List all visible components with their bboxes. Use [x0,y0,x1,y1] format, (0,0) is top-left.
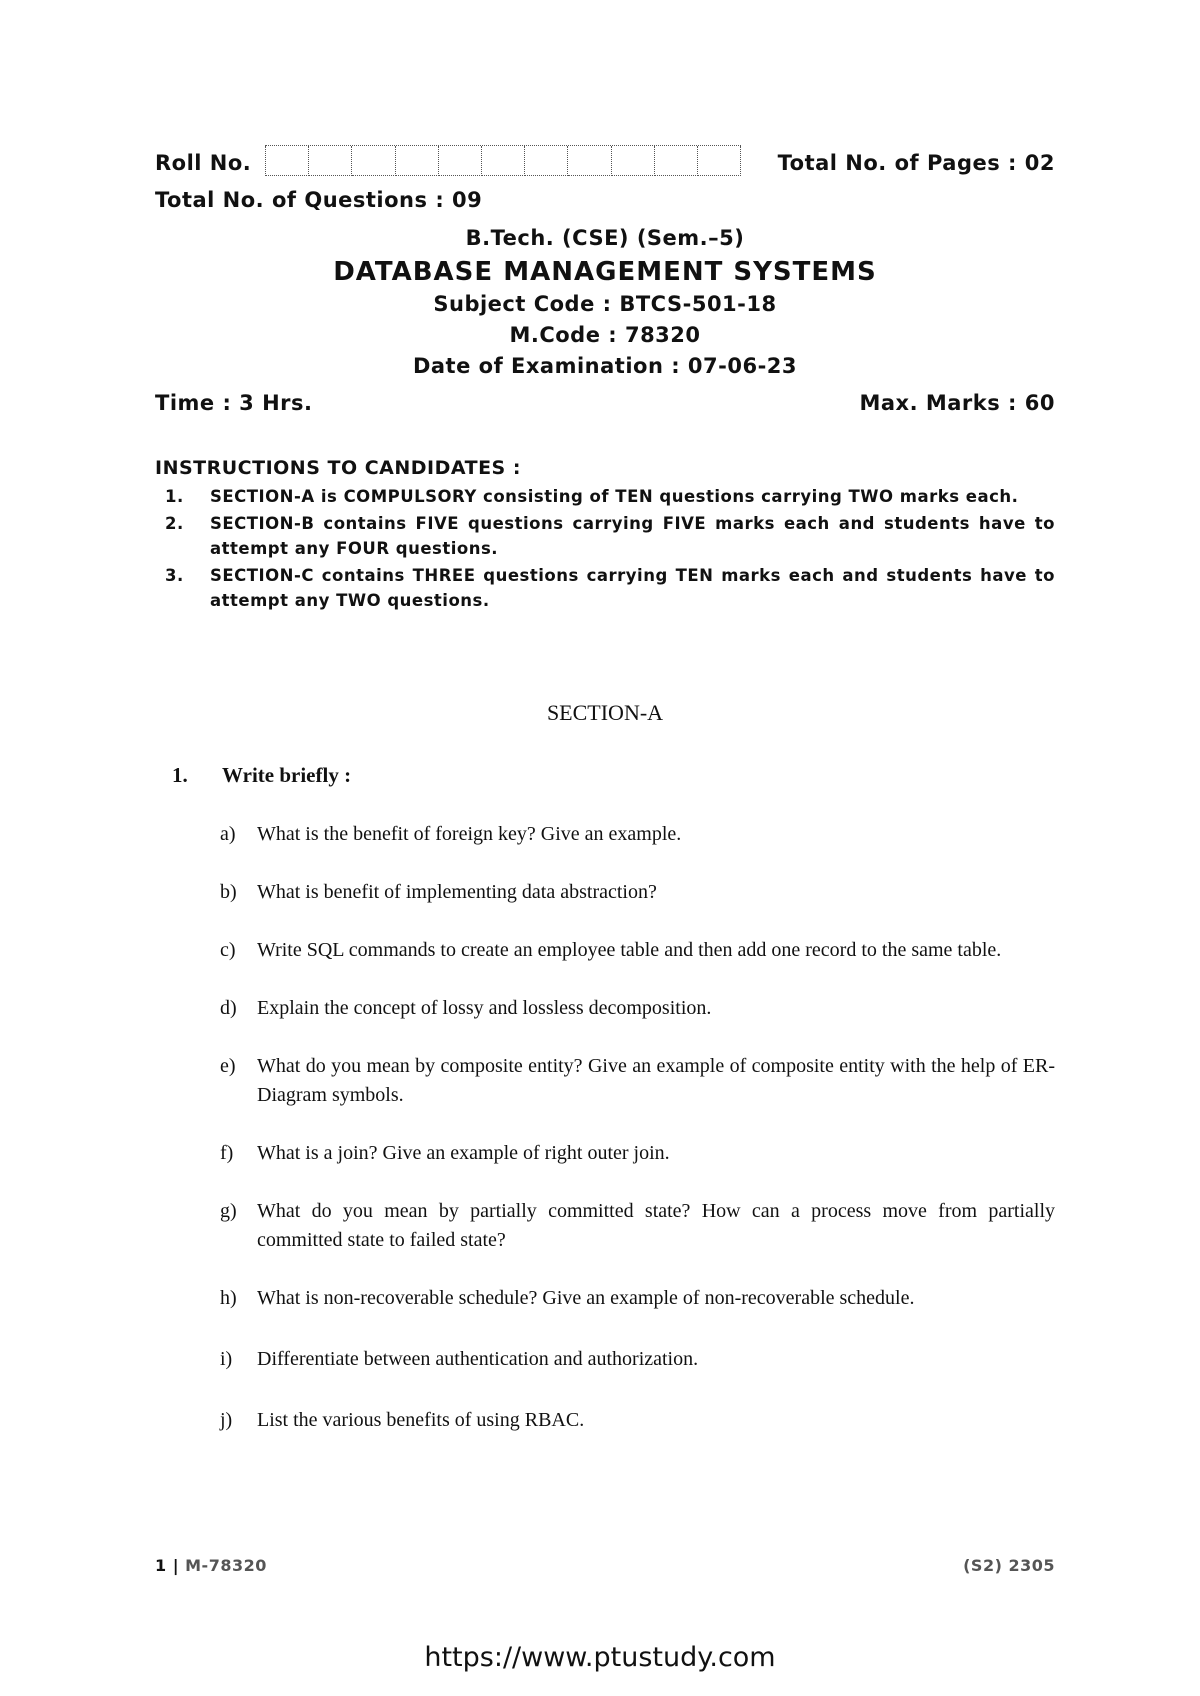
sub-question-label: j) [220,1409,233,1431]
sub-question [220,820,1055,849]
sub-question-label: g) [220,1200,237,1222]
sub-question-label: d) [220,997,237,1019]
sub-question [220,1345,1055,1374]
sub-question [220,1139,1055,1168]
sub-question [220,1284,1055,1313]
source-url: https://www.ptustudy.com [424,1642,776,1673]
sub-question [220,994,1055,1023]
sub-question-label: f) [220,1142,234,1164]
footer-m-code: M-78320 [185,1556,267,1575]
instruction-item [155,484,1055,509]
section-a-title: SECTION-A [546,700,664,725]
instruction-text: SECTION-A is COMPULSORY consisting of TEN questions carrying TWO marks each. [210,487,1019,506]
subject-code: Subject Code : BTCS-501-18 [433,292,777,316]
sub-question-text: What do you mean by partially committed state? How can a process move from partially committed state to failed state? [257,1200,1055,1251]
instructions-heading: INSTRUCTIONS TO CANDIDATES : [155,457,521,479]
sub-question-text: What is benefit of implementing data abstraction? [257,881,657,903]
roll-number-box [309,146,352,176]
footer-page-number: 1 | [155,1556,180,1575]
sub-question-text: What is a join? Give an example of right outer join. [257,1142,670,1164]
sub-question [220,936,1055,965]
roll-number-label: Roll No. [155,151,252,175]
instruction-text: SECTION-C contains THREE questions carrying TEN marks each and students have to attempt any TWO questions. [210,566,1055,610]
sub-question-label: e) [220,1055,236,1077]
instruction-item [155,563,1055,613]
instruction-text: SECTION-B contains FIVE questions carrying FIVE marks each and students have to attempt any FOUR questions. [210,514,1055,558]
sub-question-label: h) [220,1287,237,1309]
footer-page-info [155,1556,267,1575]
sub-question-text: Explain the concept of lossy and lossless decomposition. [257,997,712,1019]
sub-question-text: What is non-recoverable schedule? Give an example of non-recoverable schedule. [257,1287,915,1309]
roll-number-boxes [265,145,741,176]
roll-number-box [265,146,309,176]
roll-number-box [525,146,568,176]
sub-question [220,1197,1055,1255]
sub-question [220,1406,1055,1435]
roll-number-box [352,146,395,176]
sub-question-label: b) [220,881,237,903]
subject-title: DATABASE MANAGEMENT SYSTEMS [333,257,877,287]
course-title: B.Tech. (CSE) (Sem.–5) [465,226,745,250]
sub-question [220,878,1055,907]
total-pages: Total No. of Pages : 02 [777,151,1055,175]
sub-question [220,1052,1055,1110]
exam-date: Date of Examination : 07-06-23 [412,354,798,378]
sub-question-text: Differentiate between authentication and authorization. [257,1348,699,1370]
sub-question-label: a) [220,823,236,845]
sub-question-label: c) [220,939,236,961]
roll-number-box [655,146,698,176]
instruction-number: 2. [165,514,184,533]
sub-question-text: What is the benefit of foreign key? Give an example. [257,823,682,845]
sub-question-label: i) [220,1348,233,1370]
footer-print-code: (S2) 2305 [963,1556,1055,1575]
roll-number-row [155,145,1055,179]
sub-question-text: List the various benefits of using RBAC. [257,1409,585,1431]
roll-number-box [612,146,655,176]
roll-number-box [396,146,439,176]
m-code: M.Code : 78320 [509,323,701,347]
exam-time: Time : 3 Hrs. [155,391,313,415]
sub-question-text: Write SQL commands to create an employee table and then add one record to the same table. [257,939,1002,961]
sub-question-text: What do you mean by composite entity? Give an example of composite entity with the help of ER-Diagram symbols. [257,1055,1055,1106]
max-marks: Max. Marks : 60 [859,391,1055,415]
instructions-list [155,484,1055,615]
instruction-item [155,511,1055,561]
question-number: 1. [172,763,188,787]
instruction-number: 1. [165,487,184,506]
roll-number-box [568,146,611,176]
total-questions: Total No. of Questions : 09 [155,188,483,212]
question-text: Write briefly : [222,763,352,787]
roll-number-box [482,146,525,176]
roll-number-box [698,146,741,176]
roll-number-box [439,146,482,176]
instruction-number: 3. [165,566,184,585]
sub-question-list [220,820,1055,1435]
